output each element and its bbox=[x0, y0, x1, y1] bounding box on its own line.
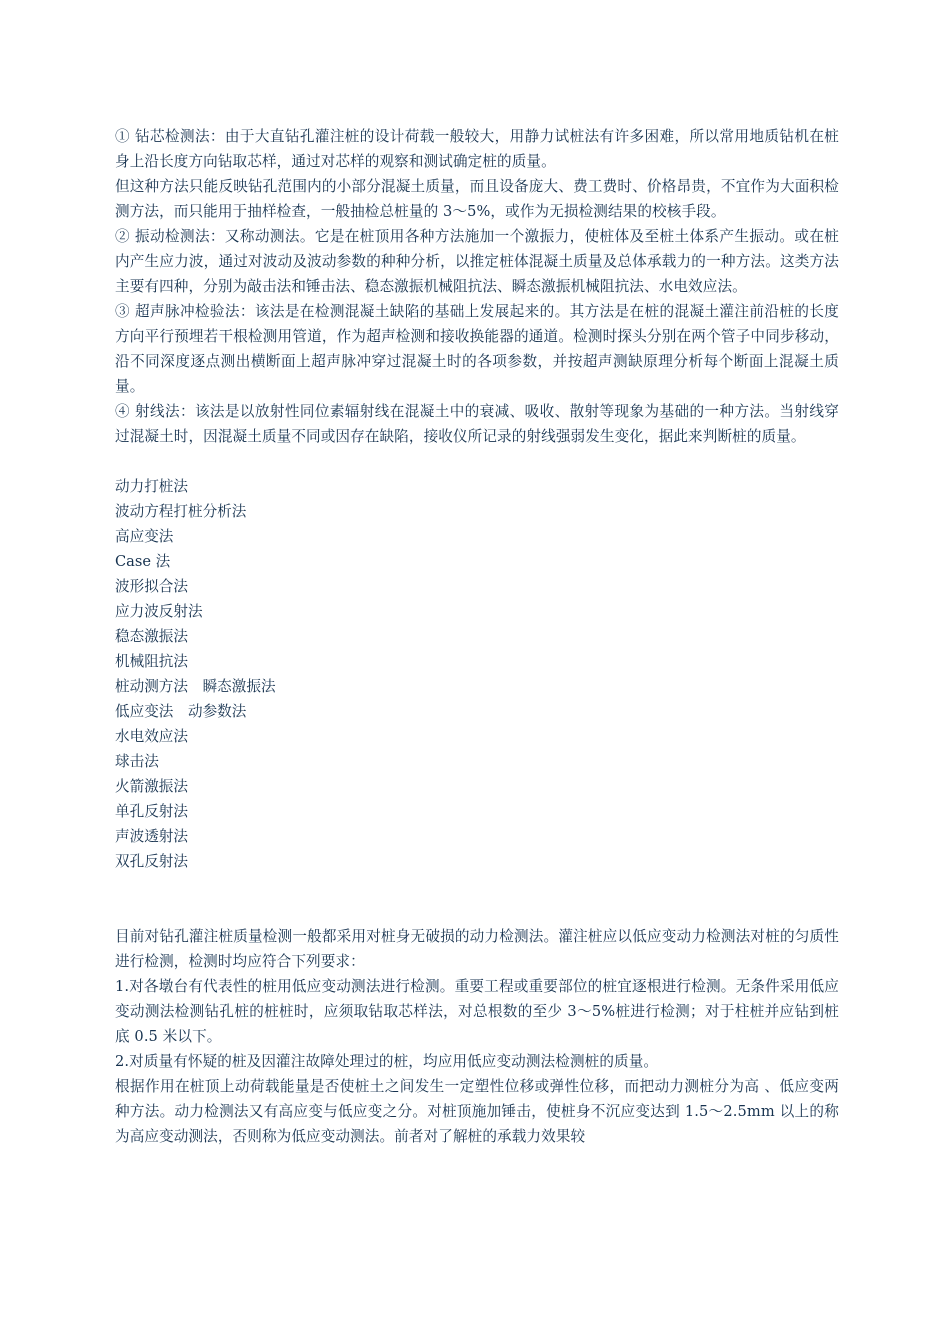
document-page bbox=[115, 124, 839, 1149]
paragraph-radiography-test: ④ 射线法：该法是以放射性同位素辐射线在混凝土中的衰减、吸收、散射等现象为基础的一种方法。当射线穿过混凝土时，因混凝土质量不同或因存在缺陷，接收仪所记录的射线强弱发生变化，据此来判断桩的质量。 bbox=[115, 403, 839, 445]
paragraph-dynamic-intro: 目前对钻孔灌注桩质量检测一般都采用对桩身无破损的动力检测法。灌注桩应以低应变动力检测法对桩的匀质性进行检测，检测时均应符合下列要求： bbox=[115, 928, 839, 970]
list-item: 波动方程打桩分析法 bbox=[115, 503, 247, 520]
list-item: 球击法 bbox=[115, 753, 159, 770]
paragraph-core-drilling: ① 钻芯检测法：由于大直钻孔灌注桩的设计荷载一般较大，用静力试桩法有许多困难，所以常用地质钻机在桩身上沿长度方向钻取芯样，通过对芯样的观察和测试确定桩的质量。 bbox=[115, 128, 839, 170]
paragraph-requirement-2: 2.对质量有怀疑的桩及因灌注故障处理过的桩，均应用低应变动测法检测桩的质量。 bbox=[115, 1053, 659, 1070]
list-item: 动力打桩法 bbox=[115, 478, 188, 495]
list-item: 桩动测方法 瞬态激振法 bbox=[115, 678, 276, 695]
paragraph-core-drilling-limits: 但这种方法只能反映钻孔范围内的小部分混凝土质量，而且设备庞大、费工费时、价格昂贵，不宜作为大面积检测方法，而只能用于抽样检查，一般抽检总桩量的 3～5%，或作为无损检测结果的校核手段。 bbox=[115, 178, 839, 220]
list-item: 单孔反射法 bbox=[115, 803, 188, 820]
list-item: 波形拟合法 bbox=[115, 578, 188, 595]
section-test-methods bbox=[115, 124, 839, 449]
blank-line bbox=[115, 449, 839, 474]
list-item: 火箭激振法 bbox=[115, 778, 188, 795]
paragraph-high-low-strain: 根据作用在桩顶上动荷载能量是否使桩土之间发生一定塑性位移或弹性位移，而把动力测桩分为高 、低应变两种方法。动力检测法又有高应变与低应变之分。对桩顶施加锤击，使桩身不沉应变达到 1.5～2.5mm 以上的称为高应变动测法，否则称为低应变动测法。前者对了解桩的承载力效果较 bbox=[115, 1078, 839, 1145]
list-item: 高应变法 bbox=[115, 528, 174, 545]
list-item: 声波透射法 bbox=[115, 828, 188, 845]
list-item: 双孔反射法 bbox=[115, 853, 188, 870]
method-list bbox=[115, 474, 839, 874]
list-item: 低应变法 动参数法 bbox=[115, 703, 247, 720]
list-item: 机械阻抗法 bbox=[115, 653, 188, 670]
section-dynamic-testing bbox=[115, 924, 839, 1149]
list-item: 稳态激振法 bbox=[115, 628, 188, 645]
blank-lines bbox=[115, 874, 839, 924]
paragraph-ultrasonic-test: ③ 超声脉冲检验法：该法是在检测混凝土缺陷的基础上发展起来的。其方法是在桩的混凝土灌注前沿桩的长度方向平行预埋若干根检测用管道，作为超声检测和接收换能器的通道。检测时探头分别在两个管子中同步移动，沿不同深度逐点测出横断面上超声脉冲穿过混凝土时的各项参数，并按超声测缺原理分析每个断面上混凝土质量。 bbox=[115, 303, 839, 395]
paragraph-requirement-1: 1.对各墩台有代表性的桩用低应变动测法进行检测。重要工程或重要部位的桩宜逐根进行检测。无条件采用低应变动测法检测钻孔桩的桩桩时，应须取钻取芯样法，对总根数的至少 3～5%桩进行检测；对于柱桩并应钻到桩底 0.5 米以下。 bbox=[115, 978, 839, 1045]
list-item: 水电效应法 bbox=[115, 728, 188, 745]
list-item: 应力波反射法 bbox=[115, 603, 203, 620]
paragraph-vibration-test: ② 振动检测法：又称动测法。它是在桩顶用各种方法施加一个激振力，使桩体及至桩土体系产生振动。或在桩内产生应力波，通过对波动及波动参数的种种分析，以推定桩体混凝土质量及总体承载力的一种方法。这类方法主要有四种，分别为敲击法和锤击法、稳态激振机械阻抗法、瞬态激振机械阻抗法、水电效应法。 bbox=[115, 228, 839, 295]
list-item: Case 法 bbox=[115, 553, 171, 570]
